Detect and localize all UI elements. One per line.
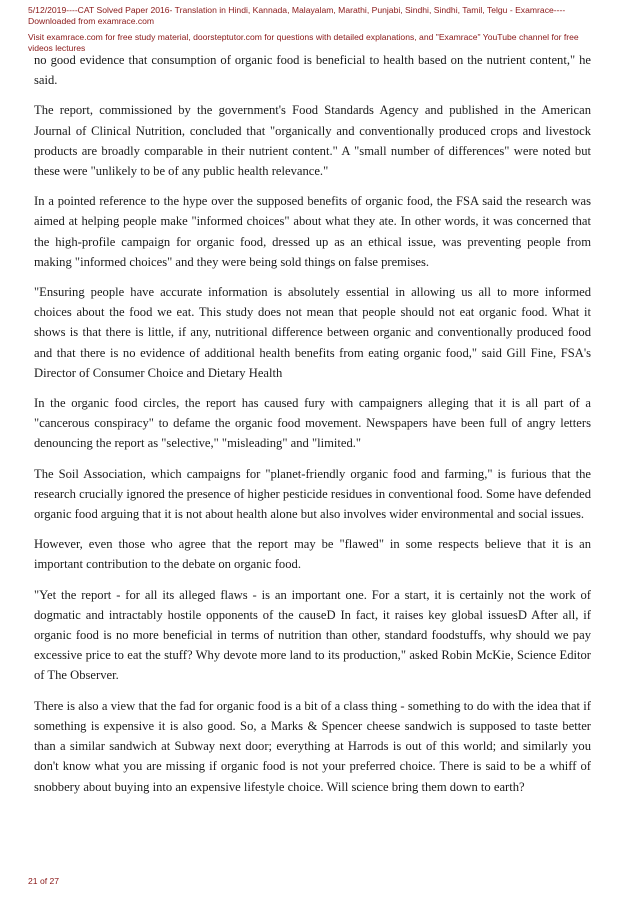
paragraph: "Yet the report - for all its alleged flaws - is an important one. For a start, it is certainly not the work of dogmatic and intractably hostile opponents of the causeD In fact, it raises key global issuesD After all, if organic food is no more beneficial in terms of nutrition than other, standard foodstuffs, why should we pay excessive price to eat the stuff? Why devote more land to its production," asked Robin McKie, Science Editor of The Observer. (34, 587, 591, 683)
paragraph: The report, commissioned by the government's Food Standards Agency and published in the American Journal of Clinical Nutrition, concluded that "organically and conventionally produced crops and livestock products are broadly comparable in their nutrient content." A "small number of differences" were noted but these were "unlikely to be of any public health relevance." (34, 103, 591, 179)
paragraph: no good evidence that consumption of organic food is beneficial to health based on the nutrient content," he said. (34, 53, 591, 88)
header-download-line[interactable]: Downloaded from examrace.com (28, 15, 155, 26)
header-visit-line[interactable]: Visit examrace.com for free study material, doorsteptutor.com for questions with detailed explanations, and "Examrace" YouTube channel for free (28, 32, 579, 42)
paragraph: In the organic food circles, the report has caused fury with campaigners alleging that it is all part of a "cancerous conspiracy" to defame the organic food movement. Newspapers have been full of angry letters denouncing the report as "selective," "misleading" and "limited." (34, 396, 591, 451)
document-body (34, 50, 591, 807)
paragraph: However, even those who agree that the report may be "flawed" in some respects believe that it is an important contribution to the debate on organic food. (34, 537, 591, 572)
paragraph: In a pointed reference to the hype over the supposed benefits of organic food, the FSA said the research was aimed at helping people make "informed choices" about what they ate. In other words, it was concerned that the high-profile campaign for organic food, dressed up as an ethical issue, was preventing people from making "informed choices" and they were being sold things on false premises. (34, 194, 591, 269)
paragraph: "Ensuring people have accurate information is absolutely essential in allowing us all to more informed choices about the food we eat. This study does not mean that people should not eat organic food. What it shows is that there is little, if any, nutritional difference between organic and conventionally produced food and that there is no evidence of additional health benefits from eating organic food," said Gill Fine, FSA's Director of Consumer Choice and Dietary Health (34, 285, 591, 380)
header-visit-line-continued: videos lectures (28, 42, 86, 53)
header-title-line: 5/12/2019----CAT Solved Paper 2016- Translation in Hindi, Kannada, Malayalam, Marathi, Punjabi, Sindhi, Sindhi, Tamil, Telgu - Examrace---- (28, 5, 566, 15)
page-number: 21 of 27 (28, 876, 60, 886)
paragraph: There is also a view that the fad for organic food is a bit of a class thing - something to do with the idea that if something is expensive it is also good. So, a Marks & Spencer cheese sandwich is supposed to taste better than a similar sandwich at Subway next door; everything at Harrods is out of this world; and similarly you don't know what you are missing if organic food is not your preferred choice. There is said to be a whiff of snobbery about buying into an expensive lifestyle choice. Will science bring them down to earth? (34, 698, 591, 794)
page-header (28, 5, 613, 53)
paragraph: The Soil Association, which campaigns for "planet-friendly organic food and farming," is furious that the research crucially ignored the presence of higher pesticide residues in conventional food. Some have defended organic food arguing that it is not about health alone but also involves wider environmental and social issues. (34, 466, 591, 522)
